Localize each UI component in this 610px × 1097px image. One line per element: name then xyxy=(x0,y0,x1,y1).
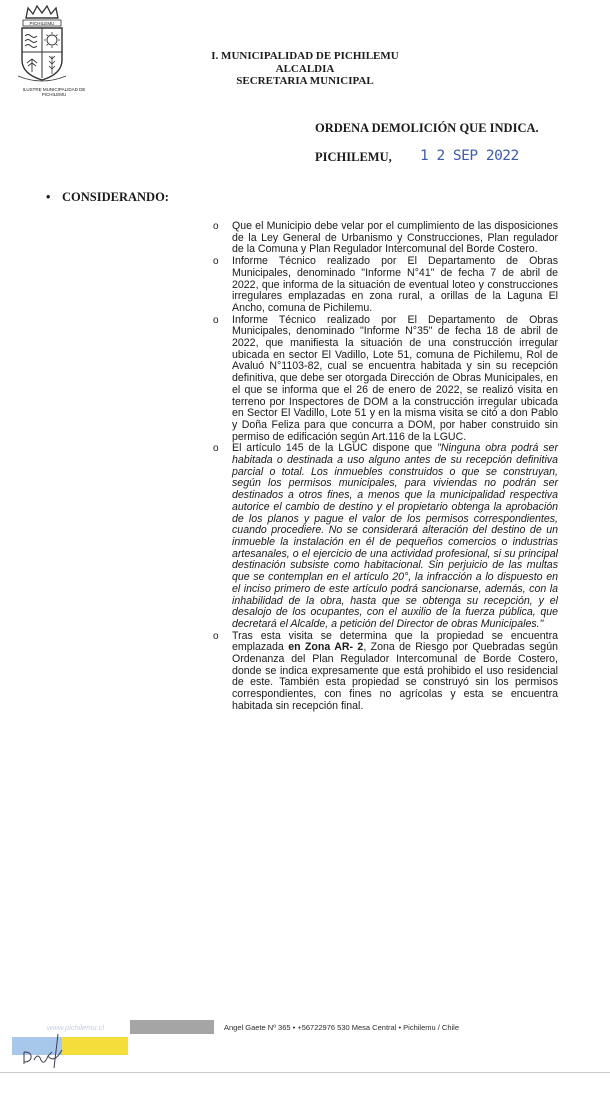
list-item xyxy=(213,256,558,315)
law-quote: "Ninguna obra podrá ser habitada o destinada a uso alguno antes de su recepción definitiva parcial o total. Los inmuebles construidos o que se construyan, según los permisos municipales, para viviendas no podrán ser destinados a otros fines, a menos que la municipalidad respectiva autorice el cambio de destino y el propietario obtenga la aprobación de los planos y pague el valor de los permisos correspondientes, cuando procediere. No se considerará alteración del destino de un inmueble la instalación en él de pequeños comercios o industrias artesanales, o el ejercicio de una actividad profesional, si su principal destinación subsiste como habitacional. Sin perjuicio de las multas que se contemplan en el artículo 20°, la infracción a lo dispuesto en el inciso primero de este artículo podrá sancionarse, además, con la inhabilidad de la obra, hasta que se obtenga su recepción, y el desalojo de los ocupantes, con el auxilio de la fuerza pública, que decretará el Alcalde, a petición del Director de obras Municipales." xyxy=(232,442,558,630)
circle-bullet-icon: o xyxy=(213,256,219,268)
org-line-1: I. MUNICIPALIDAD DE PICHILEMU xyxy=(211,50,399,62)
circle-bullet-icon: o xyxy=(213,221,219,232)
list-item xyxy=(213,443,558,630)
crest-caption-text: ILUSTRE MUNICIPALIDAD DE PICHILEMU xyxy=(22,87,86,97)
item-text xyxy=(232,630,558,712)
bullet-dot-icon: • xyxy=(46,190,51,204)
item-text-segment: Informe Técnico realizado por El Departamento de Obras Municipales, denominado "Informe N°35" de fecha 18 de abril de 2022, que manifiesta la situación de una construcción irregular ubicada en sector El Vadillo, Lote 51, comuna de Pichilemu, Rol de Avaluó N°1103-82, cual se encuentra habitada y sin su recepción definitiva, que debe ser otorgada Dirección de Obras Municipales, en el que se informa que el 26 de enero de 2022, se realizó visita en terreno por Inspectores de DOM a la construcción irregular ubicada en Sector El Vadillo, Lote 51 y en la misma visita se citó a don Pablo y Doña Feliza para que concurra a DOM, por haber construido sin permiso de edificación según Art.116 de la LGUC. xyxy=(232,313,558,443)
crest-caption xyxy=(18,87,90,97)
website-link[interactable]: www.pichilemu.cl xyxy=(47,1023,105,1032)
item-text-segment: Informe Técnico realizado por El Departamento de Obras Municipales, denominado "Informe N°41" de fecha 7 de abril de 2022, que informa de la situación de eventual loteo y construcciones irregulares emplazadas en zona rural, a orillas de la Laguna El Ancho, comuna de Pichilemu. xyxy=(232,255,558,314)
footer-address: Angel Gaete Nº 365 • +56722976 530 Mesa Central • Pichilemu / Chile xyxy=(224,1023,460,1032)
list-item xyxy=(213,315,558,444)
document-title: ORDENA DEMOLICIÓN QUE INDICA. xyxy=(315,121,539,135)
footer-yellow-bar xyxy=(62,1037,128,1055)
organization-heading xyxy=(180,50,430,88)
item-text xyxy=(232,442,558,630)
circle-bullet-icon: o xyxy=(213,314,219,326)
signature-icon xyxy=(18,1030,68,1070)
page-footer xyxy=(0,1010,610,1090)
considerations-list xyxy=(213,221,558,713)
section-heading-text: CONSIDERANDO: xyxy=(62,190,169,204)
item-text-segment: Tras esta visita se determina que la propiedad se encuentra emplazada xyxy=(232,629,558,654)
section-heading xyxy=(46,190,169,205)
org-line-3: SECRETARIA MUNICIPAL xyxy=(236,75,374,87)
item-text xyxy=(232,314,558,443)
place-label: PICHILEMU, xyxy=(315,150,392,164)
date-stamp: 1 2 SEP 2022 xyxy=(420,148,519,164)
svg-text:PICHILEMU: PICHILEMU xyxy=(29,21,55,26)
footer-divider xyxy=(0,1072,610,1073)
footer-grey-bar xyxy=(130,1020,214,1034)
zone-highlight: en Zona AR- 2 xyxy=(288,641,364,654)
item-text-segment: Que el Municipio debe velar por el cumplimiento de las disposiciones de la Ley General de Urbanismo y Construcciones, Plan regulador de la Comuna y Plan Regulador Intercomunal del Borde Costero. xyxy=(232,220,558,256)
item-text xyxy=(232,255,558,314)
list-item xyxy=(213,221,558,256)
item-text-segment: , Zona de Riesgo por Quebradas según Ordenanza del Plan Regulador Intercomunal de Borde Costero, donde se indica expresamente que está prohibido el uso residencial de este. También esta propiedad se construyó sin los permisos correspondientes, con fines no agrícolas y esta se encuentra habitada sin recepción final. xyxy=(232,641,558,712)
circle-bullet-icon: o xyxy=(213,443,219,455)
list-item xyxy=(213,631,558,713)
circle-bullet-icon: o xyxy=(213,630,219,642)
crest-icon xyxy=(12,4,72,88)
item-text-segment: El artículo 145 de la LGUC dispone que xyxy=(232,442,438,455)
org-line-2: ALCALDIA xyxy=(275,62,335,75)
municipal-crest xyxy=(12,4,86,100)
item-text xyxy=(232,220,558,255)
